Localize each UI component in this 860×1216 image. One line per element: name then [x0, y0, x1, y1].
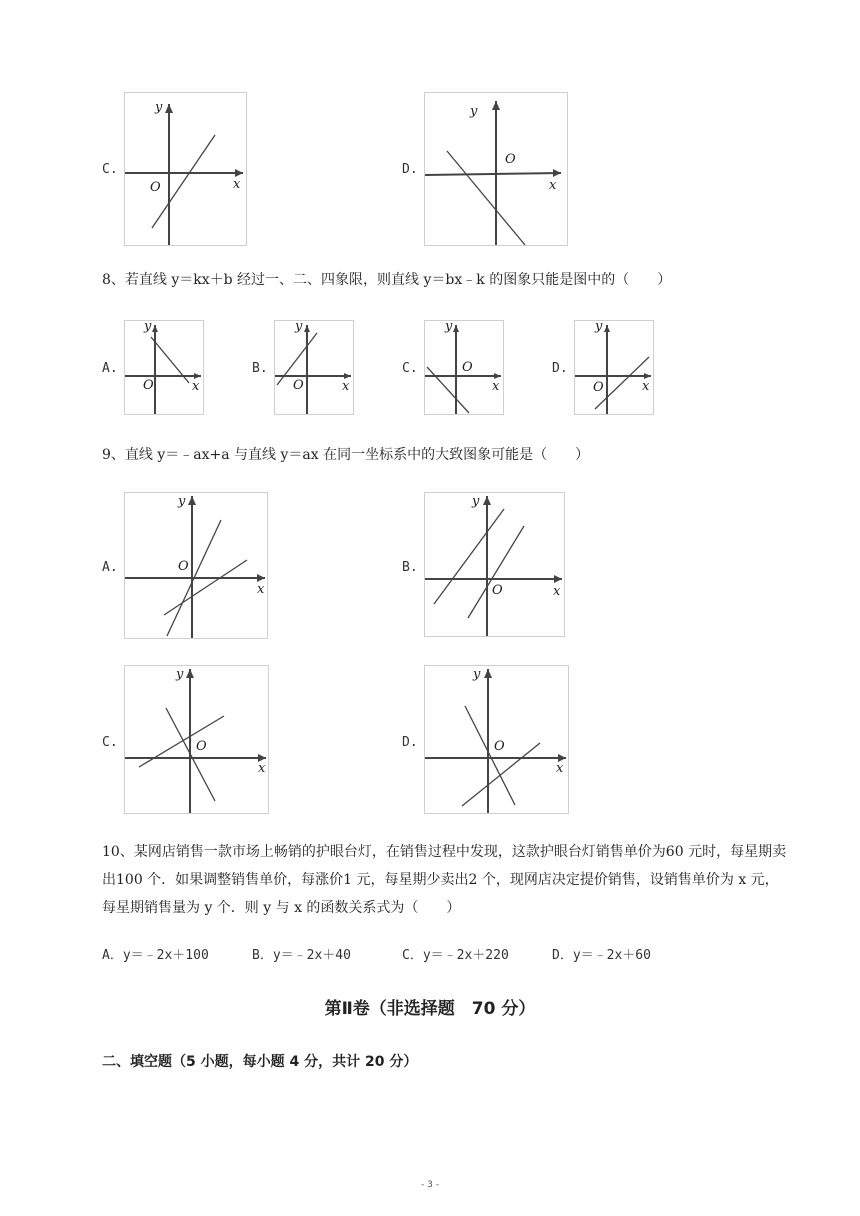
y-label: y	[155, 100, 163, 115]
q9-option-b-label[interactable]: B.	[402, 560, 418, 575]
q9-option-a-label[interactable]: A.	[102, 560, 118, 575]
y-axis-arrow-icon	[453, 325, 459, 332]
y-label: y	[445, 321, 453, 334]
y-axis-arrow-icon	[604, 325, 610, 332]
y-label: y	[472, 494, 480, 509]
q8-graph-d	[574, 320, 654, 415]
q8-graph-b	[274, 320, 354, 415]
q7-graph-d	[424, 92, 568, 246]
origin-label: O	[143, 378, 154, 393]
q10-text: 10、某网店销售一款市场上畅销的护眼台灯，在销售过程中发现，这款护眼台灯销售单价为60 元时，每星期卖出100 个．如果调整销售单价，每涨价1 元，每星期少卖出2 个，现网店决定提价销售，设销售单价为 x 元，每星期销售量为 y 个．则 y 与 x 的函数关系式为（ ）	[102, 844, 787, 916]
x-label: x	[556, 761, 564, 776]
q10-option-a[interactable]: A．y＝﹣2x＋100	[102, 948, 209, 963]
x-label: x	[192, 379, 200, 394]
y-label: y	[295, 321, 303, 334]
q8-option-b-label[interactable]: B.	[252, 361, 268, 376]
x-axis-arrow-icon	[554, 575, 562, 583]
q8-graph-c	[424, 320, 504, 415]
y-axis-arrow-icon	[304, 325, 310, 332]
section2-heading: 二、填空题（5 小题，每小题 4 分，共计 20 分）	[102, 1054, 418, 1070]
origin-label: O	[178, 559, 189, 574]
q9-graph-d	[424, 665, 569, 814]
y-axis-arrow-icon	[188, 496, 196, 505]
y-axis-arrow-icon	[165, 104, 173, 113]
origin-label: O	[196, 739, 207, 754]
graph-line-2	[164, 560, 247, 615]
graph-line-2	[139, 716, 224, 767]
x-label: x	[258, 761, 266, 776]
y-label: y	[176, 667, 184, 682]
x-label: x	[642, 379, 650, 394]
y-axis-arrow-icon	[186, 669, 194, 678]
y-label: y	[178, 494, 186, 509]
q8-text: 8、若直线 y＝kx＋b 经过一、二、四象限，则直线 y＝bx﹣k 的图象只能是图中的（ ）	[102, 272, 672, 288]
y-axis-arrow-icon	[152, 325, 158, 332]
graph-line	[152, 135, 215, 228]
origin-label: O	[150, 180, 161, 195]
q8-option-a-label[interactable]: A.	[102, 361, 118, 376]
y-axis-arrow-icon	[484, 669, 492, 678]
part2-title: 第Ⅱ卷（非选择题 70 分）	[324, 999, 536, 1019]
y-label: y	[595, 321, 603, 334]
q9-option-c-label[interactable]: C.	[102, 735, 118, 750]
q9-option-d-label[interactable]: D.	[402, 735, 418, 750]
graph-line-2	[468, 526, 524, 618]
q8-graph-a	[124, 320, 204, 415]
graph-line-1	[465, 706, 515, 805]
x-axis-arrow-icon	[553, 169, 561, 177]
q9-graph-b	[424, 492, 565, 637]
origin-label: O	[293, 378, 304, 393]
x-axis-arrow-icon	[235, 169, 243, 177]
q9-graph-a	[124, 492, 268, 639]
x-axis-arrow-icon	[257, 574, 265, 582]
x-label: x	[549, 178, 557, 193]
origin-label: O	[462, 360, 473, 375]
origin-label: O	[593, 380, 604, 395]
y-label: y	[144, 321, 152, 334]
q9-graph-c	[124, 665, 269, 814]
q8-option-d-label[interactable]: D.	[552, 361, 568, 376]
q9-text: 9、直线 y＝﹣ax+a 与直线 y＝ax 在同一坐标系中的大致图象可能是（ ）	[102, 447, 590, 463]
y-label: y	[470, 104, 478, 119]
x-label: x	[257, 582, 265, 597]
origin-label: O	[494, 739, 505, 754]
q10-option-c[interactable]: C．y＝﹣2x＋220	[402, 948, 509, 963]
q7-option-c-label[interactable]: C.	[102, 162, 118, 177]
x-label: x	[553, 584, 561, 599]
q10-option-d[interactable]: D．y＝﹣2x＋60	[552, 948, 651, 963]
y-label: y	[473, 667, 481, 682]
origin-label: O	[505, 152, 516, 167]
y-axis-arrow-icon	[492, 101, 500, 110]
q7-graph-c	[124, 92, 247, 246]
x-label: x	[342, 379, 350, 394]
origin-label: O	[492, 583, 503, 598]
page-number: - 3 -	[421, 1180, 439, 1190]
x-label: x	[492, 379, 500, 394]
x-label: x	[233, 177, 241, 192]
y-axis-arrow-icon	[483, 496, 491, 505]
x-axis	[425, 173, 561, 175]
q10-option-b[interactable]: B．y＝﹣2x＋40	[252, 948, 351, 963]
q8-option-c-label[interactable]: C.	[402, 361, 418, 376]
q7-option-d-label[interactable]: D.	[402, 162, 418, 177]
